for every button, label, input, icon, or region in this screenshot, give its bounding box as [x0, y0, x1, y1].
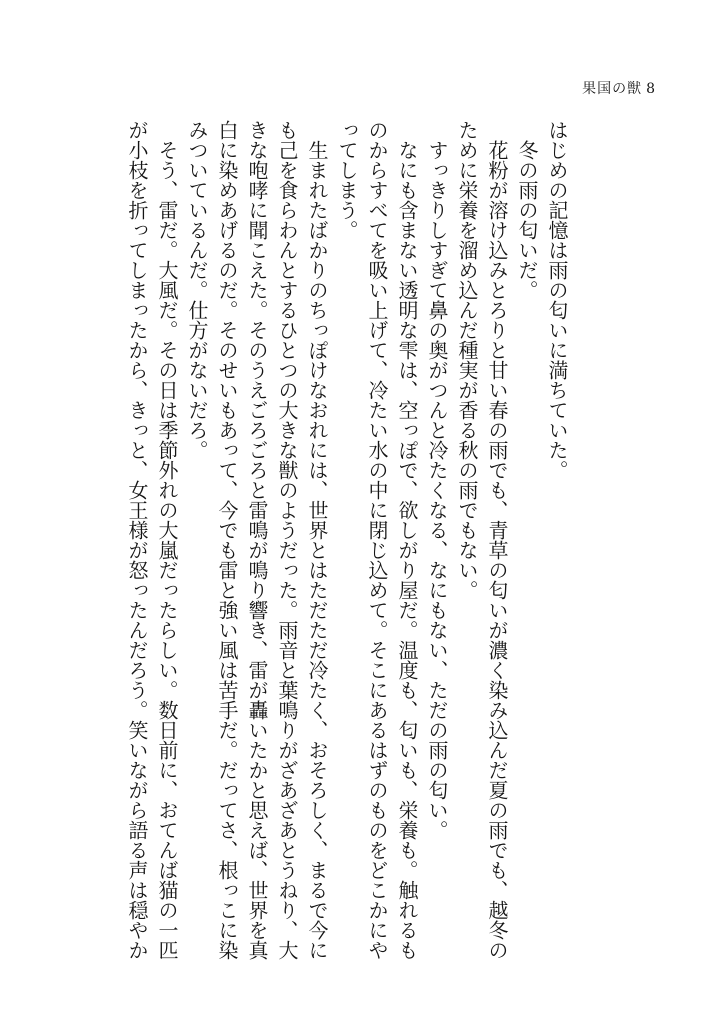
- text-line: が小枝を折ってしまったから、きっと、女王様が怒ったんだろう。笑いながら語る声は穏やか: [125, 120, 149, 960]
- page-number: 8: [646, 81, 656, 97]
- text-line: すっきりしすぎて鼻の奥がつんと冷たくなる、なにもない、ただの雨の匂い。: [425, 120, 449, 840]
- body-text: [122, 120, 572, 965]
- text-line: のからすべてを吸い上げて、冷たい水の中に閉じ込めて。そこにあるはずのものをどこかにや: [365, 120, 389, 960]
- text-line: 花粉が溶け込みとろりと甘い春の雨でも、青草の匂いが濃く染み込んだ夏の雨でも、越冬の: [485, 120, 509, 960]
- text-line: はじめの記憶は雨の匂いに満ちていた。: [545, 120, 569, 480]
- book-title: 果国の獣: [582, 81, 643, 97]
- text-line: そう、雷だ。大風だ。その日は季節外れの大嵐だったらしい。数日前に、おてんば猫の一匹: [155, 120, 179, 960]
- text-line: 生まれたばかりのちっぽけなおれには、世界とはただただ冷たく、おそろしく、まるで今に: [305, 120, 329, 960]
- text-line: なにも含まない透明な雫は、空っぽで、欲しがり屋だ。温度も、匂いも、栄養も。触れるも: [395, 120, 419, 960]
- running-header: [582, 78, 656, 98]
- text-line: 冬の雨の匂いだ。: [515, 120, 539, 300]
- text-line: ために栄養を溜め込んだ種実が香る秋の雨でもない。: [455, 120, 479, 600]
- text-line: みついているんだ。仕方がないだろ。: [185, 120, 209, 460]
- text-line: ってしまう。: [335, 120, 359, 240]
- text-line: も己を食らわんとするひとつの大きな獣のようだった。雨音と葉鳴りがざあざあとうねり、大: [275, 120, 299, 960]
- text-line: 白に染めあげるのだ。そのせいもあって、今でも雷と強い風は苦手だ。だってさ、根っこに染: [215, 120, 239, 960]
- text-line: きな咆哮に聞こえた。そのうえごろごろと雷鳴が鳴り響き、雷が轟いたかと思えば、世界を真: [245, 120, 269, 960]
